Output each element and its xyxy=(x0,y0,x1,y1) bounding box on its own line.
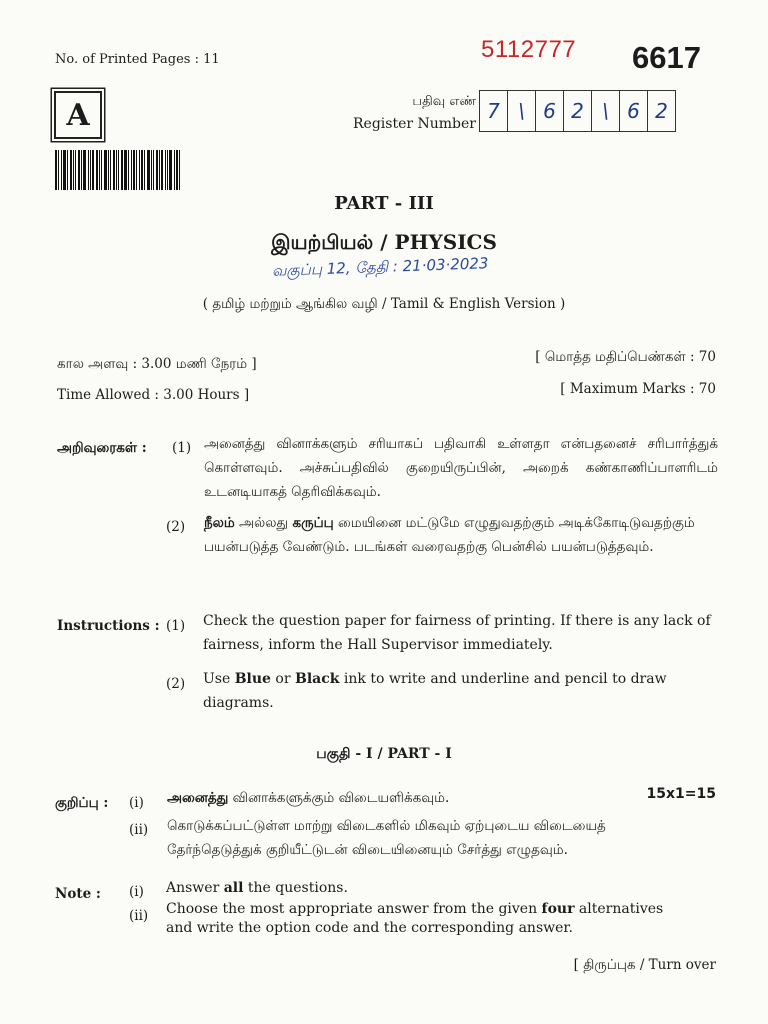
barcode-stripe xyxy=(99,150,100,190)
note-number: (ii) xyxy=(129,822,149,838)
note-text: கொடுக்கப்பட்டுள்ள மாற்று விடைகளில் மிகவும் ஏற்புடைய விடையைத் தேர்ந்தெடுத்துக் குறியீட்டுடன் விடையினையும் சேர்த்து எழுதவும். xyxy=(167,818,606,858)
emphasis: கருப்பு xyxy=(292,515,334,531)
barcode-stripe xyxy=(104,150,107,190)
version-letter: A xyxy=(66,97,90,133)
subject-tamil: இயற்பியல் / xyxy=(271,230,388,254)
version-letter-box xyxy=(54,91,102,139)
barcode-stripe xyxy=(78,150,80,190)
barcode-stripe xyxy=(176,150,178,190)
barcode xyxy=(55,150,183,190)
barcode-stripe xyxy=(101,150,102,190)
register-digit: 6 xyxy=(536,91,564,131)
emphasis: four xyxy=(541,901,575,917)
subject-english: PHYSICS xyxy=(394,230,497,254)
emphasis: Blue xyxy=(234,671,271,687)
barcode-stripe xyxy=(92,150,94,190)
text-run: alternatives and write the option code and the corresponding answer. xyxy=(166,901,664,936)
barcode-stripe xyxy=(165,150,166,190)
barcode-stripe xyxy=(108,150,109,190)
barcode-stripe xyxy=(131,150,132,190)
serial-number: 5112777 xyxy=(481,36,577,63)
text-run: Choose the most appropriate answer from the given xyxy=(166,901,542,917)
register-digit: 7 xyxy=(480,91,508,131)
barcode-stripe xyxy=(61,150,62,190)
barcode-stripe xyxy=(83,150,86,190)
barcode-stripe xyxy=(113,150,115,190)
barcode-stripe xyxy=(110,150,111,190)
instruction-text: அனைத்து வினாக்களும் சரியாகப் பதிவாகி உள்ளதா என்பதனைச் சரிபார்த்துக் கொள்ளவும். அச்சுப்பதிவில் குறையிருப்பின், அறைக் கண்காணிப்பாளரிடம் உடனடியாகத் தெரிவிக்கவும். xyxy=(204,436,718,500)
barcode-stripe xyxy=(124,150,127,190)
max-marks-english: [ Maximum Marks : 70 xyxy=(560,381,716,397)
barcode-stripe xyxy=(136,150,137,190)
instruction-text: Check the question paper for fairness of printing. If there is any lack of fairness, inform the Hall Supervisor immediately. xyxy=(203,613,711,653)
part-one-score: 15x1=15 xyxy=(646,786,716,802)
text-run: the questions. xyxy=(243,880,348,896)
instructions-tamil-label: அறிவுரைகள் : xyxy=(57,440,147,456)
language-version: ( தமிழ் மற்றும் ஆங்கில வழி / Tamil & English Version ) xyxy=(202,296,566,312)
barcode-stripe xyxy=(96,150,98,190)
barcode-stripe xyxy=(118,150,119,190)
barcode-stripe xyxy=(70,150,72,190)
barcode-stripe xyxy=(121,150,123,190)
instruction-number: (2) xyxy=(166,676,186,692)
emphasis: all xyxy=(223,880,244,896)
register-digit: 2 xyxy=(564,91,592,131)
part-one-heading: பகுதி - I / PART - I xyxy=(316,746,452,762)
printed-pages: No. of Printed Pages : 11 xyxy=(55,52,220,67)
text-run: Answer xyxy=(166,880,224,896)
barcode-stripe xyxy=(81,150,82,190)
barcode-stripe xyxy=(141,150,143,190)
barcode-stripe xyxy=(73,150,74,190)
emphasis: அனைத்து xyxy=(167,790,229,806)
emphasis: Black xyxy=(295,671,340,687)
text-run: Use xyxy=(203,671,235,687)
register-label-tamil: பதிவு எண் xyxy=(412,94,476,109)
text-run: மையினை மட்டுமே எழுதுவதற்கும் அடிக்கோடிடுவதற்கும் பயன்படுத்த வேண்டும். படங்கள் வரைவதற்கு பென்சில் பயன்படுத்தவும். xyxy=(204,515,695,555)
barcode-stripe xyxy=(147,150,150,190)
subject-title xyxy=(0,230,768,257)
instructions-english-label: Instructions : xyxy=(57,618,160,634)
note-text xyxy=(166,876,348,900)
barcode-stripe xyxy=(144,150,145,190)
barcode-stripe xyxy=(156,150,158,190)
barcode-stripe xyxy=(179,150,180,190)
register-digit: 2 xyxy=(655,99,668,123)
note-number: (i) xyxy=(129,884,144,900)
text-run: or xyxy=(270,671,295,687)
instruction-text xyxy=(204,511,718,559)
barcode-stripe xyxy=(151,150,152,190)
register-digit: 6 xyxy=(620,91,648,131)
register-digit: \ xyxy=(508,91,536,131)
register-digit: \ xyxy=(592,91,620,131)
note-english-label: Note : xyxy=(55,886,101,902)
barcode-stripe xyxy=(67,150,68,190)
barcode-stripe xyxy=(88,150,89,190)
barcode-stripe xyxy=(63,150,66,190)
barcode-stripe xyxy=(133,150,135,190)
instruction-number: (2) xyxy=(166,519,186,535)
barcode-stripe xyxy=(55,150,57,190)
barcode-stripe xyxy=(116,150,117,190)
emphasis: நீலம் xyxy=(204,515,235,531)
time-allowed-english: Time Allowed : 3.00 Hours ] xyxy=(57,387,250,403)
barcode-stripe xyxy=(167,150,168,190)
note-text xyxy=(167,786,449,810)
turn-over: [ திருப்புக / Turn over xyxy=(573,957,716,973)
register-label-english: Register Number xyxy=(353,116,476,132)
note-text xyxy=(166,900,686,938)
time-allowed-tamil: கால அளவு : 3.00 மணி நேரம் ] xyxy=(57,356,257,372)
instruction-text xyxy=(203,667,719,715)
max-marks-tamil: [ மொத்த மதிப்பெண்கள் : 70 xyxy=(535,349,716,365)
barcode-stripe xyxy=(75,150,76,190)
note-number: (i) xyxy=(129,795,144,811)
barcode-stripe xyxy=(174,150,175,190)
barcode-stripe xyxy=(90,150,91,190)
barcode-stripe xyxy=(161,150,163,190)
note-number: (ii) xyxy=(129,908,149,924)
text-run: வினாக்களுக்கும் விடையளிக்கவும். xyxy=(228,790,450,806)
register-number-boxes xyxy=(479,90,676,132)
barcode-stripe xyxy=(169,150,172,190)
instruction-number: (1) xyxy=(172,440,192,456)
instruction-number: (1) xyxy=(166,618,186,634)
handwritten-date: வகுப்பு 12, தேதி : 21·03·2023 xyxy=(271,254,489,280)
text-run: அல்லது xyxy=(234,515,293,531)
barcode-stripe xyxy=(153,150,154,190)
part-heading: PART - III xyxy=(334,193,434,214)
note-tamil-label: குறிப்பு : xyxy=(55,795,109,811)
barcode-stripe xyxy=(139,150,140,190)
barcode-stripe xyxy=(128,150,129,190)
text-run: ink to write and underline and pencil to draw diagrams. xyxy=(203,671,667,711)
paper-code: 6617 xyxy=(632,40,701,75)
barcode-stripe xyxy=(58,150,59,190)
barcode-stripe xyxy=(159,150,160,190)
